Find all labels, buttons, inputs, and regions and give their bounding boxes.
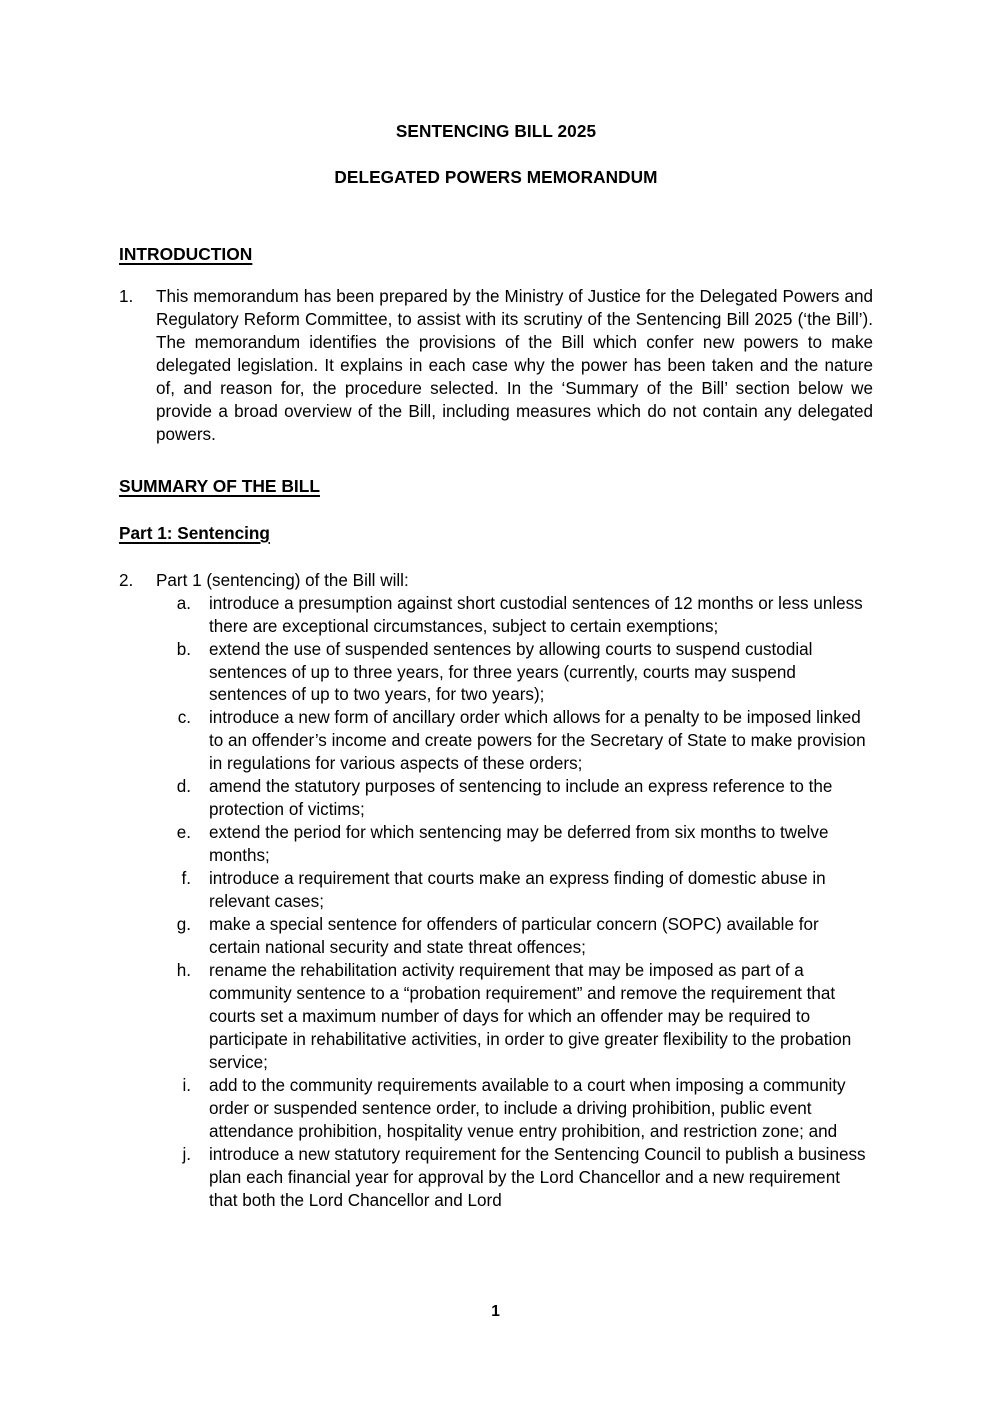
paragraph-2 [119, 570, 873, 593]
list-item-text: extend the period for which sentencing may be deferred from six months to twelve months; [209, 823, 829, 866]
list-item-text: amend the statutory purposes of sentencing to include an express reference to the protection of victims; [209, 777, 833, 820]
list-item [164, 707, 873, 776]
list-item-text: introduce a requirement that courts make an express finding of domestic abuse in relevant cases; [209, 869, 826, 912]
paragraph-2-text: Part 1 (sentencing) of the Bill will: [156, 570, 409, 590]
list-item-text: introduce a presumption against short custodial sentences of 12 months or less unless there are exceptional circumstances, subject to certain exemptions; [209, 593, 863, 636]
list-item-marker: e. [176, 823, 191, 843]
list-item [164, 776, 873, 822]
list-item-text: introduce a new form of ancillary order which allows for a penalty to be imposed linked to an offender’s income and create powers for the Secretary of State to make provision in regulations for various aspects of these orders; [209, 708, 866, 774]
list-item-text: make a special sentence for offenders of particular concern (SOPC) available for certain national security and state threat offences; [209, 915, 819, 958]
list-item-marker: j. [182, 1145, 191, 1165]
list-item [164, 639, 873, 708]
list-item-marker: i. [182, 1076, 191, 1096]
list-item-marker: a. [176, 593, 191, 613]
list-item-marker: b. [176, 639, 191, 659]
list-item-marker: f. [181, 869, 191, 889]
list-item [164, 914, 873, 960]
summary-list [119, 570, 873, 593]
list-item-marker: h. [176, 961, 191, 981]
list-item [164, 1075, 873, 1144]
paragraph-2-marker: 2. [119, 570, 134, 590]
heading-part-1-sentencing: Part 1: Sentencing [119, 522, 270, 543]
list-item-text: add to the community requirements available to a court when imposing a community order or suspended sentence order, to include a driving prohibition, public event attendance prohibition, hospitality venue entry prohibition, and restriction zone; and [209, 1076, 846, 1142]
paragraph-1 [119, 286, 873, 447]
list-item-marker: d. [176, 777, 191, 797]
document-title-line-1: SENTENCING BILL 2025 [395, 121, 597, 141]
heading-introduction: INTRODUCTION [119, 244, 253, 265]
list-item-text: rename the rehabilitation activity requirement that may be imposed as part of a community sentence to a “probation requirement” and remove the requirement that courts set a maximum number of days for which an offender may be required to participate in rehabilitative activities, in order to give greater flexibility to the probation service; [209, 961, 852, 1073]
list-item-marker: g. [176, 915, 191, 935]
list-item-text: introduce a new statutory requirement for the Sentencing Council to publish a business plan each financial year for approval by the Lord Chancellor and a new requirement that both the Lord Chancellor and Lord [209, 1145, 866, 1211]
part1-items-list [119, 593, 873, 1214]
list-item-marker: c. [177, 708, 191, 728]
list-item [164, 868, 873, 914]
heading-summary-of-the-bill: SUMMARY OF THE BILL [119, 476, 320, 497]
page-number: 1 [491, 1303, 500, 1320]
list-item [164, 593, 873, 639]
introduction-list [119, 286, 873, 447]
document-content [119, 0, 873, 1213]
paragraph-1-marker: 1. [119, 287, 134, 307]
list-item-text: extend the use of suspended sentences by allowing courts to suspend custodial sentences of up to three years, for three years (currently, courts may suspend sentences of up to two years, for two years); [209, 639, 813, 705]
list-item [164, 1144, 873, 1213]
document-title-line-2: DELEGATED POWERS MEMORANDUM [334, 166, 658, 187]
list-item [164, 822, 873, 868]
paragraph-1-text: This memorandum has been prepared by the Ministry of Justice for the Delegated Powers and Regulatory Reform Committee, to assist with its scrutiny of the Sentencing Bill 2025 (‘the Bill’). The memorandum identifies the provisions of the Bill which confer new powers to make delegated legislation. It explains in each case why the power has been taken and the nature of, and reason for, the procedure selected. In the ‘Summary of the Bill’ section below we provide a broad overview of the Bill, including measures which do not contain any delegated powers. [156, 287, 873, 445]
list-item [164, 960, 873, 1075]
